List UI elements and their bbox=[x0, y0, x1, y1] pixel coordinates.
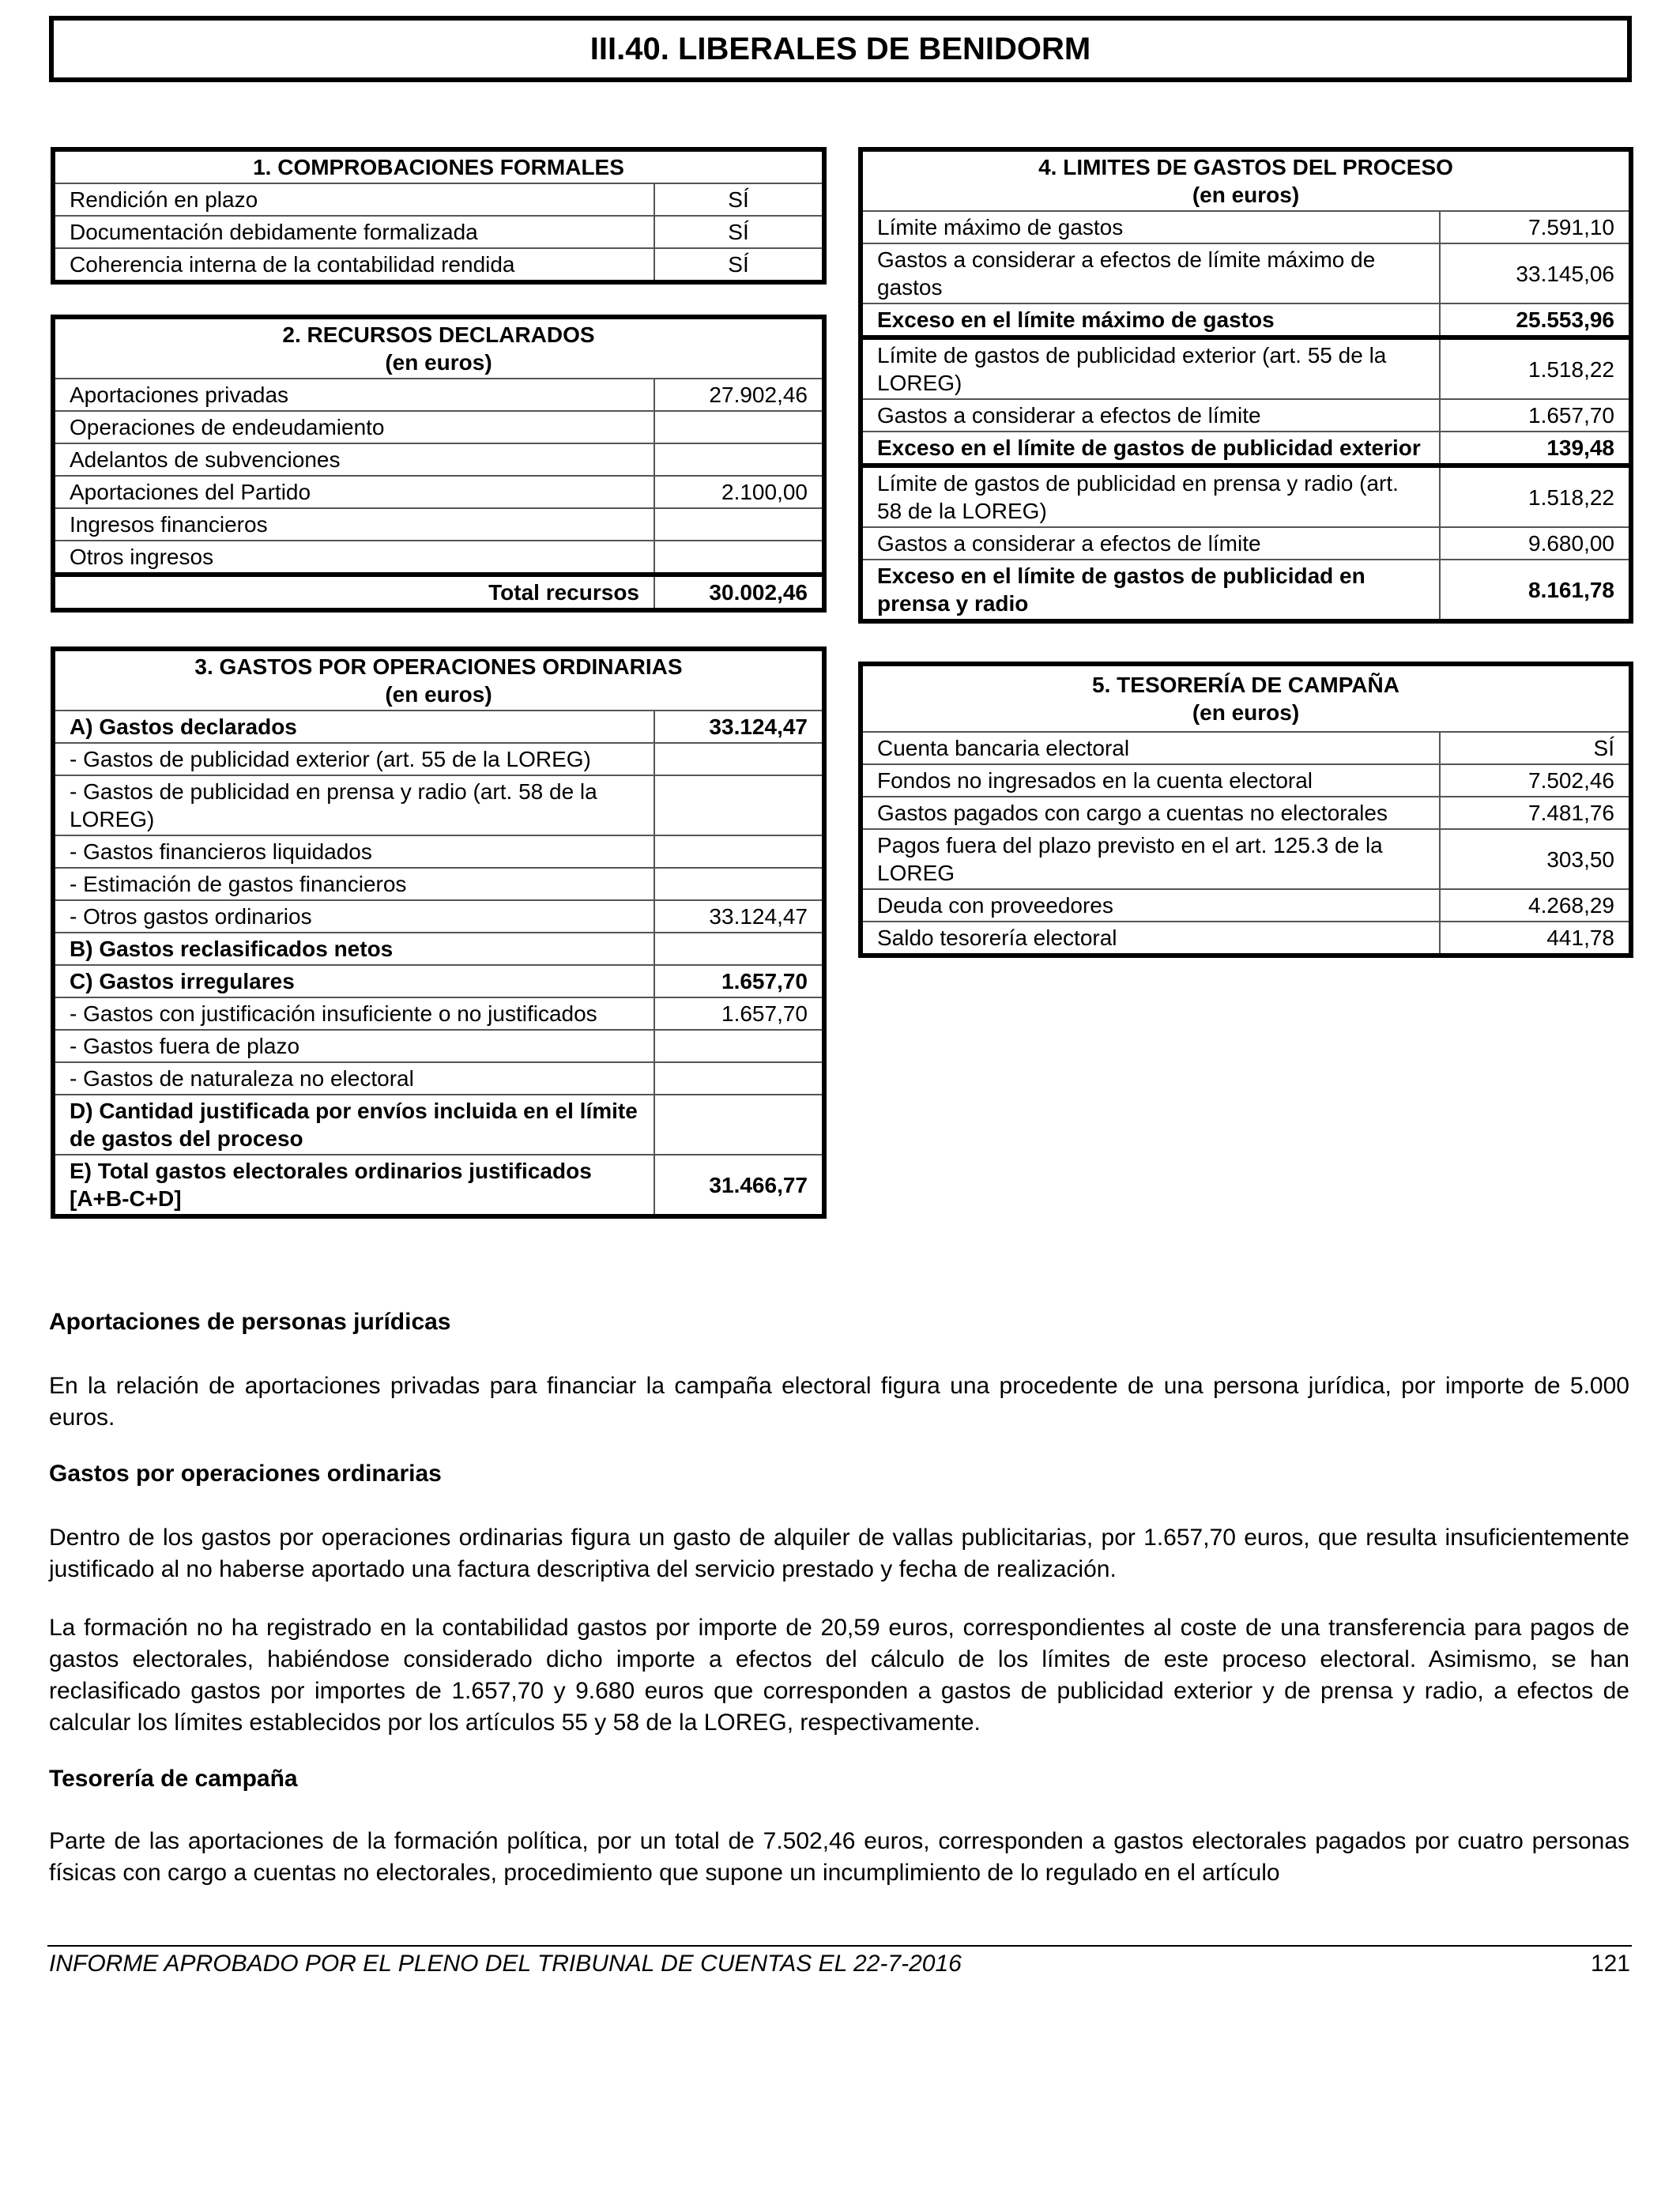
table-row: - Estimación de gastos financieros bbox=[53, 868, 824, 900]
table-subheading: (en euros) bbox=[385, 350, 492, 375]
table-subheading: (en euros) bbox=[1192, 700, 1300, 725]
table-row: Gastos a considerar a efectos de límite 9.680,00 bbox=[861, 527, 1631, 560]
page-number: 121 bbox=[1590, 1951, 1630, 1977]
table-tesoreria-campana bbox=[858, 662, 1633, 958]
table-row: Saldo tesorería electoral 441,78 bbox=[861, 922, 1631, 956]
paragraph: Dentro de los gastos por operaciones ordinarias figura un gasto de alquiler de vallas publicitarias, por 1.657,70 euros, que resulta insuficientemente justificado al no haberse aportado una factura descriptiva del servicio prestado y fecha de realización. bbox=[49, 1525, 1629, 1582]
table-row: Fondos no ingresados en la cuenta electoral 7.502,46 bbox=[861, 764, 1631, 797]
footer-divider bbox=[47, 1945, 1632, 1947]
table-row: Exceso en el límite máximo de gastos 25.553,96 bbox=[861, 303, 1631, 337]
table-limites-gastos bbox=[858, 147, 1633, 624]
table-row: Gastos a considerar a efectos de límite máximo de gastos 33.145,06 bbox=[861, 243, 1631, 303]
table-row: A) Gastos declarados 33.124,47 bbox=[53, 711, 824, 743]
table-row: Gastos pagados con cargo a cuentas no electorales 7.481,76 bbox=[861, 797, 1631, 829]
table-heading: 1. COMPROBACIONES FORMALES bbox=[53, 149, 824, 183]
table-heading: 2. RECURSOS DECLARADOS bbox=[282, 322, 595, 347]
table-recursos-declarados bbox=[51, 315, 827, 613]
table-row: C) Gastos irregulares 1.657,70 bbox=[53, 965, 824, 997]
table-row: Gastos a considerar a efectos de límite 1.657,70 bbox=[861, 399, 1631, 432]
table-row: - Gastos de naturaleza no electoral bbox=[53, 1062, 824, 1095]
table-row: Límite máximo de gastos 7.591,10 bbox=[861, 211, 1631, 243]
page-title: III.40. LIBERALES DE BENIDORM bbox=[49, 16, 1632, 82]
table-row: - Otros gastos ordinarios 33.124,47 bbox=[53, 900, 824, 933]
paragraph: En la relación de aportaciones privadas para financiar la campaña electoral figura una procedente de una persona jurídica, por importe de 5.000 euros. bbox=[49, 1373, 1629, 1431]
section-heading: Aportaciones de personas jurídicas bbox=[49, 1309, 451, 1335]
table-row: Ingresos financieros bbox=[53, 508, 824, 541]
table-row: - Gastos de publicidad en prensa y radio (art. 58 de la LOREG) bbox=[53, 775, 824, 835]
table-row: Aportaciones del Partido 2.100,00 bbox=[53, 476, 824, 508]
table-row: Cuenta bancaria electoral SÍ bbox=[861, 732, 1631, 764]
paragraph: Parte de las aportaciones de la formación política, por un total de 7.502,46 euros, corresponden a gastos electorales pagados por cuatro personas físicas con cargo a cuentas no electorales, procedimiento que supone un incumplimiento de lo regulado en el artículo bbox=[49, 1828, 1629, 1886]
table-gastos-ordinarios bbox=[51, 647, 827, 1219]
table-row: Rendición en plazo SÍ bbox=[53, 183, 824, 216]
table-subheading: (en euros) bbox=[1192, 183, 1300, 207]
table-row: Pagos fuera del plazo previsto en el art. 125.3 de la LOREG 303,50 bbox=[861, 829, 1631, 889]
table-row: Límite de gastos de publicidad exterior (art. 55 de la LOREG) 1.518,22 bbox=[861, 337, 1631, 399]
table-row: Documentación debidamente formalizada SÍ bbox=[53, 216, 824, 248]
table-heading: 3. GASTOS POR OPERACIONES ORDINARIAS bbox=[194, 654, 683, 679]
table-row: D) Cantidad justificada por envíos incluida en el límite de gastos del proceso bbox=[53, 1095, 824, 1155]
table-row: Exceso en el límite de gastos de publicidad exterior 139,48 bbox=[861, 432, 1631, 466]
table-row: - Gastos con justificación insuficiente o no justificados 1.657,70 bbox=[53, 997, 824, 1030]
footer-text: INFORME APROBADO POR EL PLENO DEL TRIBUNAL DE CUENTAS EL 22-7-2016 bbox=[49, 1951, 962, 1977]
table-row: Adelantos de subvenciones bbox=[53, 443, 824, 476]
table-row: Otros ingresos bbox=[53, 541, 824, 575]
table-row: - Gastos financieros liquidados bbox=[53, 835, 824, 868]
table-comprobaciones-formales bbox=[51, 147, 827, 285]
table-row: E) Total gastos electorales ordinarios justificados [A+B-C+D] 31.466,77 bbox=[53, 1155, 824, 1216]
paragraph: La formación no ha registrado en la contabilidad gastos por importe de 20,59 euros, correspondientes al coste de una transferencia para pagos de gastos electorales, habiéndose considerado dicho importe a efectos del cálculo de los límites de este proceso electoral. Asimismo, se han reclasificado gastos por importes de 1.657,70 y 9.680 euros que corresponden a gastos de publicidad exterior y de prensa y radio, a efectos de calcular los límites establecidos por los artículos 55 y 58 de la LOREG, respectivamente. bbox=[49, 1615, 1629, 1736]
table-heading: 5. TESORERÍA DE CAMPAÑA bbox=[1092, 673, 1399, 697]
table-row: Aportaciones privadas 27.902,46 bbox=[53, 379, 824, 411]
section-heading: Tesorería de campaña bbox=[49, 1766, 298, 1792]
table-row: - Gastos de publicidad exterior (art. 55 de la LOREG) bbox=[53, 743, 824, 775]
table-row: B) Gastos reclasificados netos bbox=[53, 933, 824, 965]
table-heading: 4. LIMITES DE GASTOS DEL PROCESO bbox=[1038, 155, 1453, 179]
total-row: Total recursos 30.002,46 bbox=[53, 575, 824, 610]
table-row: - Gastos fuera de plazo bbox=[53, 1030, 824, 1062]
table-row: Operaciones de endeudamiento bbox=[53, 411, 824, 443]
section-heading: Gastos por operaciones ordinarias bbox=[49, 1461, 442, 1487]
table-row: Deuda con proveedores 4.268,29 bbox=[861, 889, 1631, 922]
table-subheading: (en euros) bbox=[385, 682, 492, 707]
table-row: Coherencia interna de la contabilidad rendida SÍ bbox=[53, 248, 824, 282]
table-row: Límite de gastos de publicidad en prensa y radio (art. 58 de la LOREG) 1.518,22 bbox=[861, 466, 1631, 527]
table-row: Exceso en el límite de gastos de publicidad en prensa y radio 8.161,78 bbox=[861, 560, 1631, 621]
